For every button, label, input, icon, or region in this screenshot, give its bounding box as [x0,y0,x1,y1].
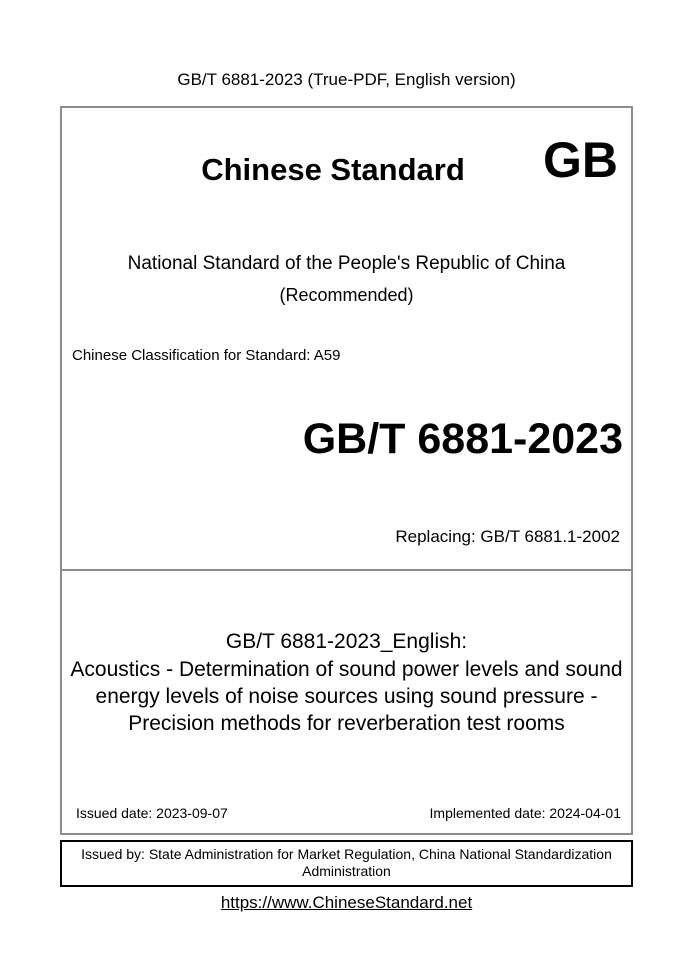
issuer-line: Issued by: State Administration for Market Regulation, China National Standardization [81,846,612,862]
website-link[interactable]: https://www.ChineseStandard.net [220,893,473,912]
standard-title-line: energy levels of noise sources using sound pressure - [95,685,598,708]
brand-title: Chinese Standard [201,152,465,187]
footer [0,893,693,913]
standard-title-line: Acoustics - Determination of sound power levels and sound [70,658,623,681]
implemented-date: Implemented date: 2024-04-01 [429,805,621,821]
english-title-label: GB/T 6881-2023_English: [225,630,468,653]
classification-line: Chinese Classification for Standard: A59 [72,347,341,364]
dates-row [76,805,621,822]
gb-logo: GB [543,132,618,188]
section-divider [62,569,631,571]
document-header: GB/T 6881-2023 (True-PDF, English version) [177,70,516,89]
recommended-line: (Recommended) [279,285,414,305]
issued-date: Issued date: 2023-09-07 [76,805,228,821]
issuer-line: Administration [302,863,391,879]
national-standard-line: National Standard of the People's Republic of China [127,253,566,274]
cover-box [60,106,633,835]
standard-title [62,656,631,737]
standard-code: GB/T 6881-2023 [302,415,623,463]
replacing-note: Replacing: GB/T 6881.1-2002 [395,527,620,546]
issuer-box [60,840,633,887]
standard-title-line: Precision methods for reverberation test rooms [128,712,565,735]
